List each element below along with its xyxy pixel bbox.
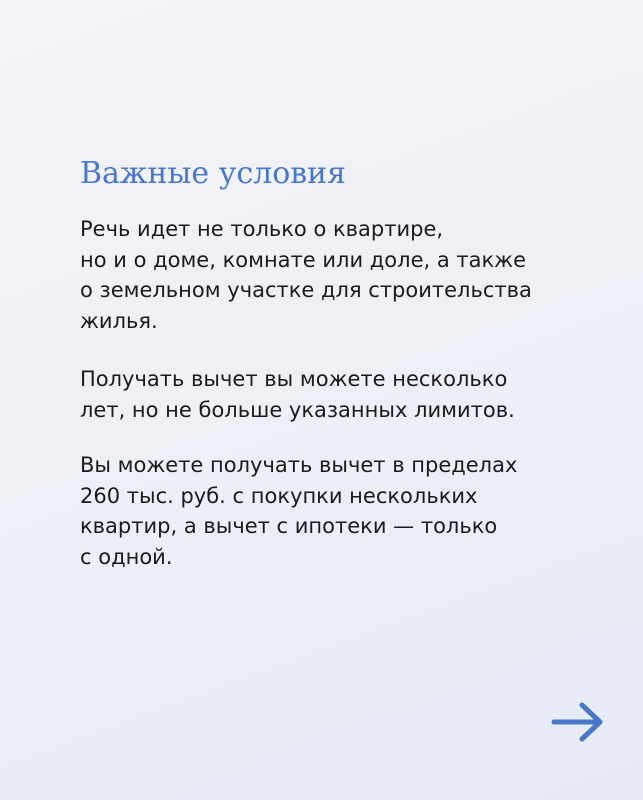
paragraph-line: о земельном участке для строительства [80, 278, 532, 302]
paragraph-line: Получать вычет вы можете несколько [80, 367, 508, 391]
paragraph-line: но и о доме, комнате или доле, а также [80, 247, 527, 272]
paragraph-line: жилья. [80, 308, 158, 333]
paragraph-1 [80, 214, 532, 336]
paragraph-3 [80, 450, 517, 572]
arrow-right-icon [551, 700, 605, 744]
heading: Важные условия [80, 156, 347, 191]
paragraph-line: квартир, а вычет с ипотеки — только [80, 514, 498, 538]
paragraph-line: Вы можете получать вычет в пределах [80, 453, 518, 477]
paragraph-line: лет, но не больше указанных лимитов. [80, 397, 515, 422]
paragraph-2 [80, 364, 515, 425]
next-button[interactable] [551, 700, 605, 744]
paragraph-line: Речь идет не только о квартире, [80, 217, 444, 241]
paragraph-line: 260 тыс. руб. с покупки нескольких [80, 483, 478, 508]
paragraph-line: с одной. [80, 544, 173, 569]
